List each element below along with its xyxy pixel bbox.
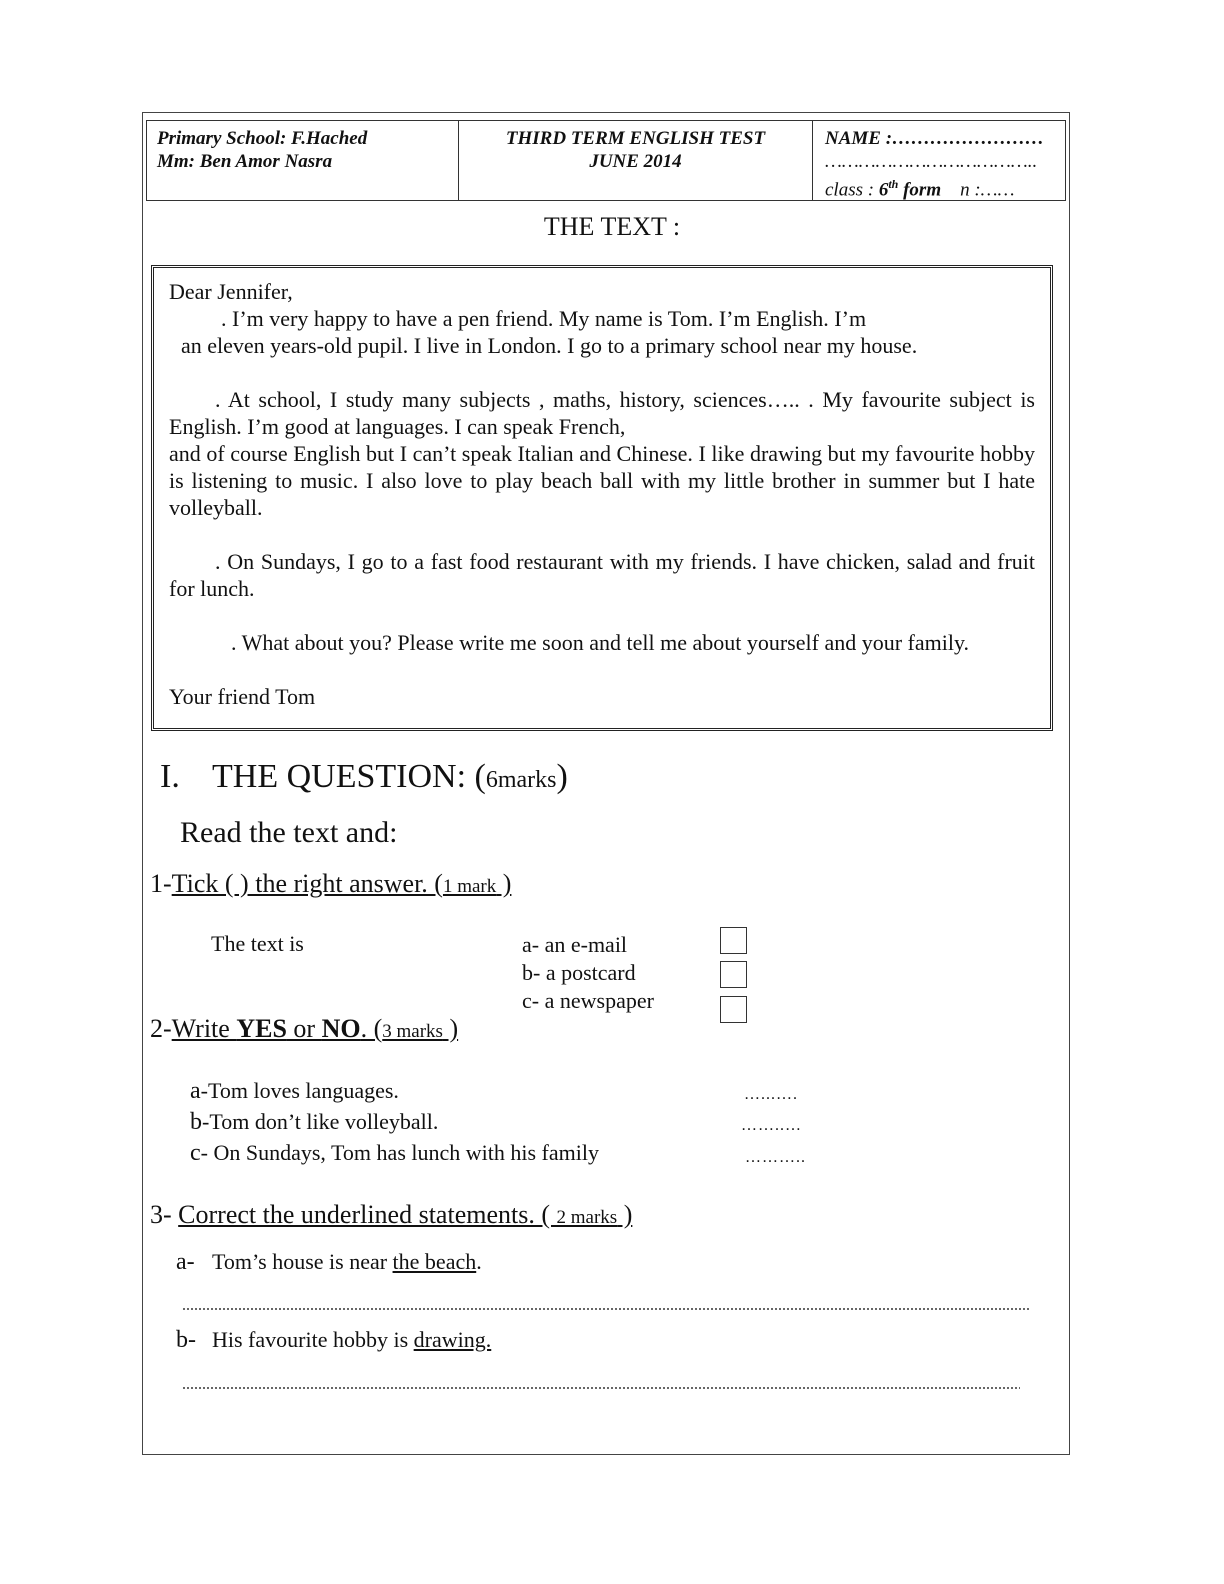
q3-item-a-end: . xyxy=(476,1249,482,1274)
q2-label-b: . ( xyxy=(360,1014,383,1043)
q2-no: NO xyxy=(321,1014,361,1043)
q1-checkbox-a[interactable] xyxy=(720,927,747,954)
q2-close: ) xyxy=(442,1014,459,1043)
q1-close: ) xyxy=(496,869,512,898)
letter-paragraph-3: . On Sundays, I go to a fast food restaurant with my friends. I have chicken, salad and fruit for lunch. xyxy=(169,549,1035,601)
q2-item-c-letter: c xyxy=(190,1140,201,1166)
teacher-name: Mm: Ben Amor Nasra xyxy=(157,151,333,172)
q2-item-a xyxy=(190,1078,399,1105)
q2-yes: YES xyxy=(236,1014,287,1043)
number-field[interactable]: n :…… xyxy=(960,179,1015,201)
class-field[interactable] xyxy=(825,173,1053,201)
q3-item-a-text: Tom’s house is near xyxy=(212,1249,393,1274)
q1-options xyxy=(522,931,654,1015)
q3-item-b-text: His favourite hobby is xyxy=(212,1327,414,1352)
q1-prefix: 1- xyxy=(150,869,172,898)
q3-marks: 2 marks xyxy=(556,1207,618,1228)
q2-answer-c[interactable]: ……….. xyxy=(745,1149,806,1166)
school-name: Primary School: F.Hached xyxy=(157,128,368,149)
q3-item-a-underlined: the beach xyxy=(392,1249,477,1274)
q3-label: Correct the underlined statements. ( xyxy=(178,1200,557,1229)
q3-close: ) xyxy=(617,1200,633,1229)
class-suffix: th xyxy=(888,177,899,191)
name-line[interactable]: ……………………………….. xyxy=(825,151,1038,172)
class-number: 6 xyxy=(878,179,889,201)
letter-paragraph-1a: . I’m very happy to have a pen friend. My name is Tom. I’m English. I’m xyxy=(221,306,867,331)
student-info xyxy=(813,121,1065,200)
question-section-title xyxy=(160,758,568,796)
letter-box xyxy=(151,265,1053,731)
letter-paragraph-1b: an eleven years-old pupil. I live in London. I go to a primary school near my house. xyxy=(181,333,918,358)
q3-item-a-letter: a- xyxy=(176,1249,195,1275)
q2-item-a-letter: a xyxy=(190,1078,201,1104)
name-field[interactable]: NAME :…………………… xyxy=(825,128,1045,149)
q2-or: or xyxy=(286,1014,322,1043)
question-2-heading xyxy=(150,1014,458,1044)
q1-checkbox-b[interactable] xyxy=(720,961,747,988)
text-section-title: THE TEXT : xyxy=(543,212,681,241)
q3-answer-line-b[interactable] xyxy=(182,1387,1020,1389)
q2-answer-b[interactable]: ……..… xyxy=(741,1117,802,1134)
q3-item-b-underlined: drawing. xyxy=(413,1327,492,1352)
q2-prefix: 2- xyxy=(150,1014,172,1043)
q3-item-a xyxy=(176,1249,482,1276)
q1-option-b: b- a postcard xyxy=(522,960,636,985)
instruction: Read the text and: xyxy=(180,816,398,849)
q2-item-b xyxy=(190,1109,438,1136)
section-title-text: THE QUESTION: ( xyxy=(212,758,486,795)
letter-paragraph-2b: and of course English but I can’t speak Italian and Chinese. I like drawing but my favourite hobby is listening to music. I also love to play beach ball with my little brother in summer but I hate volleyball. xyxy=(169,441,1035,520)
q1-marks: 1 mark xyxy=(442,876,497,897)
q2-item-c-text: - On Sundays, Tom has lunch with his family xyxy=(200,1140,599,1165)
school-info xyxy=(147,121,459,200)
q2-answer-a[interactable]: …...…. xyxy=(744,1086,798,1103)
test-date: JUNE 2014 xyxy=(589,151,682,172)
q2-item-c xyxy=(190,1140,599,1167)
q2-item-a-text: -Tom loves languages. xyxy=(200,1078,399,1103)
q2-item-b-text: -Tom don’t like volleyball. xyxy=(202,1109,439,1134)
test-info xyxy=(459,121,813,200)
letter-greeting: Dear Jennifer, xyxy=(169,279,293,304)
header-table xyxy=(146,120,1066,201)
letter-signature: Your friend Tom xyxy=(169,684,316,709)
letter-paragraph-4: . What about you? Please write me soon and tell me about yourself and your family. xyxy=(231,630,970,655)
class-form: form xyxy=(898,179,942,201)
section-title-close: ) xyxy=(556,758,568,795)
letter-paragraph-2a: . At school, I study many subjects , maths, history, sciences….. . My favourite subject is English. I’m good at languages. I can speak French, xyxy=(169,387,1035,439)
q1-stem: The text is xyxy=(211,931,304,956)
q2-marks: 3 marks xyxy=(382,1021,443,1042)
class-label: class : xyxy=(825,179,879,201)
q1-option-a: a- an e-mail xyxy=(522,932,628,957)
q1-label: Tick ( ) the right answer. ( xyxy=(171,869,443,898)
q1-checkbox-c[interactable] xyxy=(720,996,747,1023)
q3-item-b xyxy=(176,1327,491,1354)
q3-prefix: 3- xyxy=(150,1200,179,1229)
section-numeral: I. xyxy=(160,758,180,795)
q3-item-b-letter: b- xyxy=(176,1327,196,1353)
q1-option-c: c- a newspaper xyxy=(522,988,654,1013)
question-1-heading xyxy=(150,869,511,899)
question-3-heading xyxy=(150,1200,632,1230)
q2-item-b-letter: b xyxy=(190,1109,202,1135)
q2-label-a: Write xyxy=(171,1014,237,1043)
q3-answer-line-a[interactable] xyxy=(182,1308,1030,1310)
test-title: THIRD TERM ENGLISH TEST xyxy=(505,128,766,149)
section-marks: 6marks xyxy=(485,767,557,793)
